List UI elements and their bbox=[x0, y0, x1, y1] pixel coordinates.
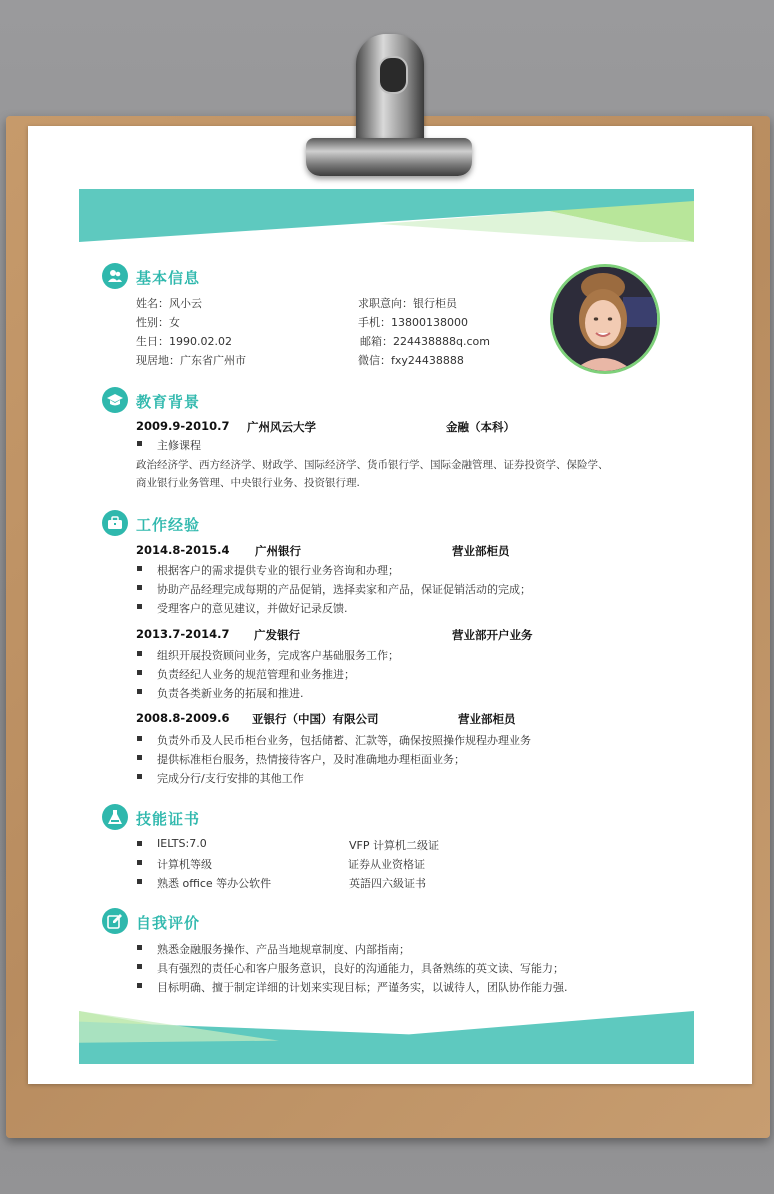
skill-item: VFP 计算机二级证 bbox=[349, 839, 439, 852]
bullet-icon bbox=[137, 441, 142, 446]
job-position: 营业部柜员 bbox=[458, 712, 516, 726]
education-course-label: 主修课程 bbox=[157, 439, 201, 452]
job-position: 营业部柜员 bbox=[452, 544, 510, 558]
education-period: 2009.9-2010.7 bbox=[136, 419, 230, 433]
job-item: 完成分行/支行安排的其他工作 bbox=[157, 772, 304, 785]
section-title-work: 工作经验 bbox=[136, 516, 201, 534]
skill-item: 计算机等级 bbox=[157, 858, 212, 871]
bullet-icon bbox=[137, 983, 142, 988]
bullet-icon bbox=[137, 651, 142, 656]
basic-name: 姓名：风小云 bbox=[136, 297, 202, 310]
briefcase-icon bbox=[102, 510, 128, 536]
bullet-icon bbox=[137, 964, 142, 969]
people-icon bbox=[102, 263, 128, 289]
avatar bbox=[550, 264, 660, 374]
graduation-cap-icon bbox=[102, 387, 128, 413]
skill-item: 英語四六級证书 bbox=[349, 877, 426, 890]
job-company: 广州银行 bbox=[255, 544, 301, 558]
job-period: 2013.7-2014.7 bbox=[136, 627, 230, 641]
job-company: 广发银行 bbox=[254, 628, 300, 642]
self-item: 具有强烈的责任心和客户服务意识，良好的沟通能力，具备熟练的英文读、写能力； bbox=[157, 962, 564, 975]
basic-intent: 求职意向：银行柜员 bbox=[358, 297, 457, 310]
job-item: 协助产品经理完成每期的产品促销，选择卖家和产品，保证促销活动的完成； bbox=[157, 583, 531, 596]
job-period: 2008.8-2009.6 bbox=[136, 711, 230, 725]
header-banner bbox=[79, 189, 694, 242]
bullet-icon bbox=[137, 774, 142, 779]
self-item: 熟悉金融服务操作、产品当地规章制度、内部指南； bbox=[157, 943, 410, 956]
bullet-icon bbox=[137, 879, 142, 884]
section-title-basic: 基本信息 bbox=[136, 269, 201, 287]
flask-icon bbox=[102, 804, 128, 830]
bullet-icon bbox=[137, 945, 142, 950]
basic-address: 现居地：广东省广州市 bbox=[136, 354, 246, 367]
bullet-icon bbox=[137, 670, 142, 675]
self-item: 目标明确、擅于制定详细的计划来实现目标；严谨务实，以诚待人，团队协作能力强. bbox=[157, 981, 568, 994]
job-item: 组织开展投资顾问业务，完成客户基础服务工作； bbox=[157, 649, 399, 662]
skill-item: IELTS:7.0 bbox=[157, 837, 207, 850]
section-title-skills: 技能证书 bbox=[136, 810, 201, 828]
bullet-icon bbox=[137, 566, 142, 571]
binder-clip-icon bbox=[298, 26, 488, 178]
bullet-icon bbox=[137, 689, 142, 694]
skill-item: 证券从业资格证 bbox=[348, 858, 425, 871]
edit-icon bbox=[102, 908, 128, 934]
bullet-icon bbox=[137, 841, 142, 846]
basic-gender: 性别：女 bbox=[136, 316, 180, 329]
job-item: 负责外币及人民币柜台业务，包括储蓄、汇款等，确保按照操作规程办理业务 bbox=[157, 734, 531, 747]
job-item: 负责各类新业务的拓展和推进. bbox=[157, 687, 304, 700]
bullet-icon bbox=[137, 860, 142, 865]
job-period: 2014.8-2015.4 bbox=[136, 543, 230, 557]
basic-email: 邮箱：224438888q.com bbox=[360, 335, 490, 348]
bullet-icon bbox=[137, 604, 142, 609]
job-item: 根据客户的需求提供专业的银行业务咨询和办理； bbox=[157, 564, 399, 577]
job-company: 亚银行（中国）有限公司 bbox=[252, 712, 379, 726]
section-title-education: 教育背景 bbox=[136, 393, 201, 411]
basic-birthday: 生日：1990.02.02 bbox=[136, 335, 232, 348]
bullet-icon bbox=[137, 585, 142, 590]
skill-item: 熟悉 office 等办公软件 bbox=[157, 877, 272, 890]
footer-banner bbox=[79, 1011, 694, 1064]
education-school: 广州风云大学 bbox=[247, 420, 316, 434]
job-item: 受理客户的意见建议，并做好记录反馈. bbox=[157, 602, 348, 615]
job-position: 营业部开户业务 bbox=[452, 628, 533, 642]
job-item: 提供标准柜台服务，热情接待客户，及时准确地办理柜面业务； bbox=[157, 753, 465, 766]
bullet-icon bbox=[137, 755, 142, 760]
bullet-icon bbox=[137, 736, 142, 741]
basic-wechat: 微信：fxy24438888 bbox=[358, 354, 464, 367]
education-courses-line1: 政治经济学、西方经济学、财政学、国际经济学、货币银行学、国际金融管理、证券投资学、保险学、 bbox=[136, 459, 609, 471]
education-major: 金融（本科） bbox=[446, 420, 515, 434]
job-item: 负责经纪人业务的规范管理和业务推进； bbox=[157, 668, 355, 681]
education-courses-line2: 商业银行业务管理、中央银行业务、投资银行理. bbox=[136, 477, 360, 489]
basic-phone: 手机：13800138000 bbox=[358, 316, 468, 329]
section-title-self: 自我评价 bbox=[136, 914, 201, 932]
